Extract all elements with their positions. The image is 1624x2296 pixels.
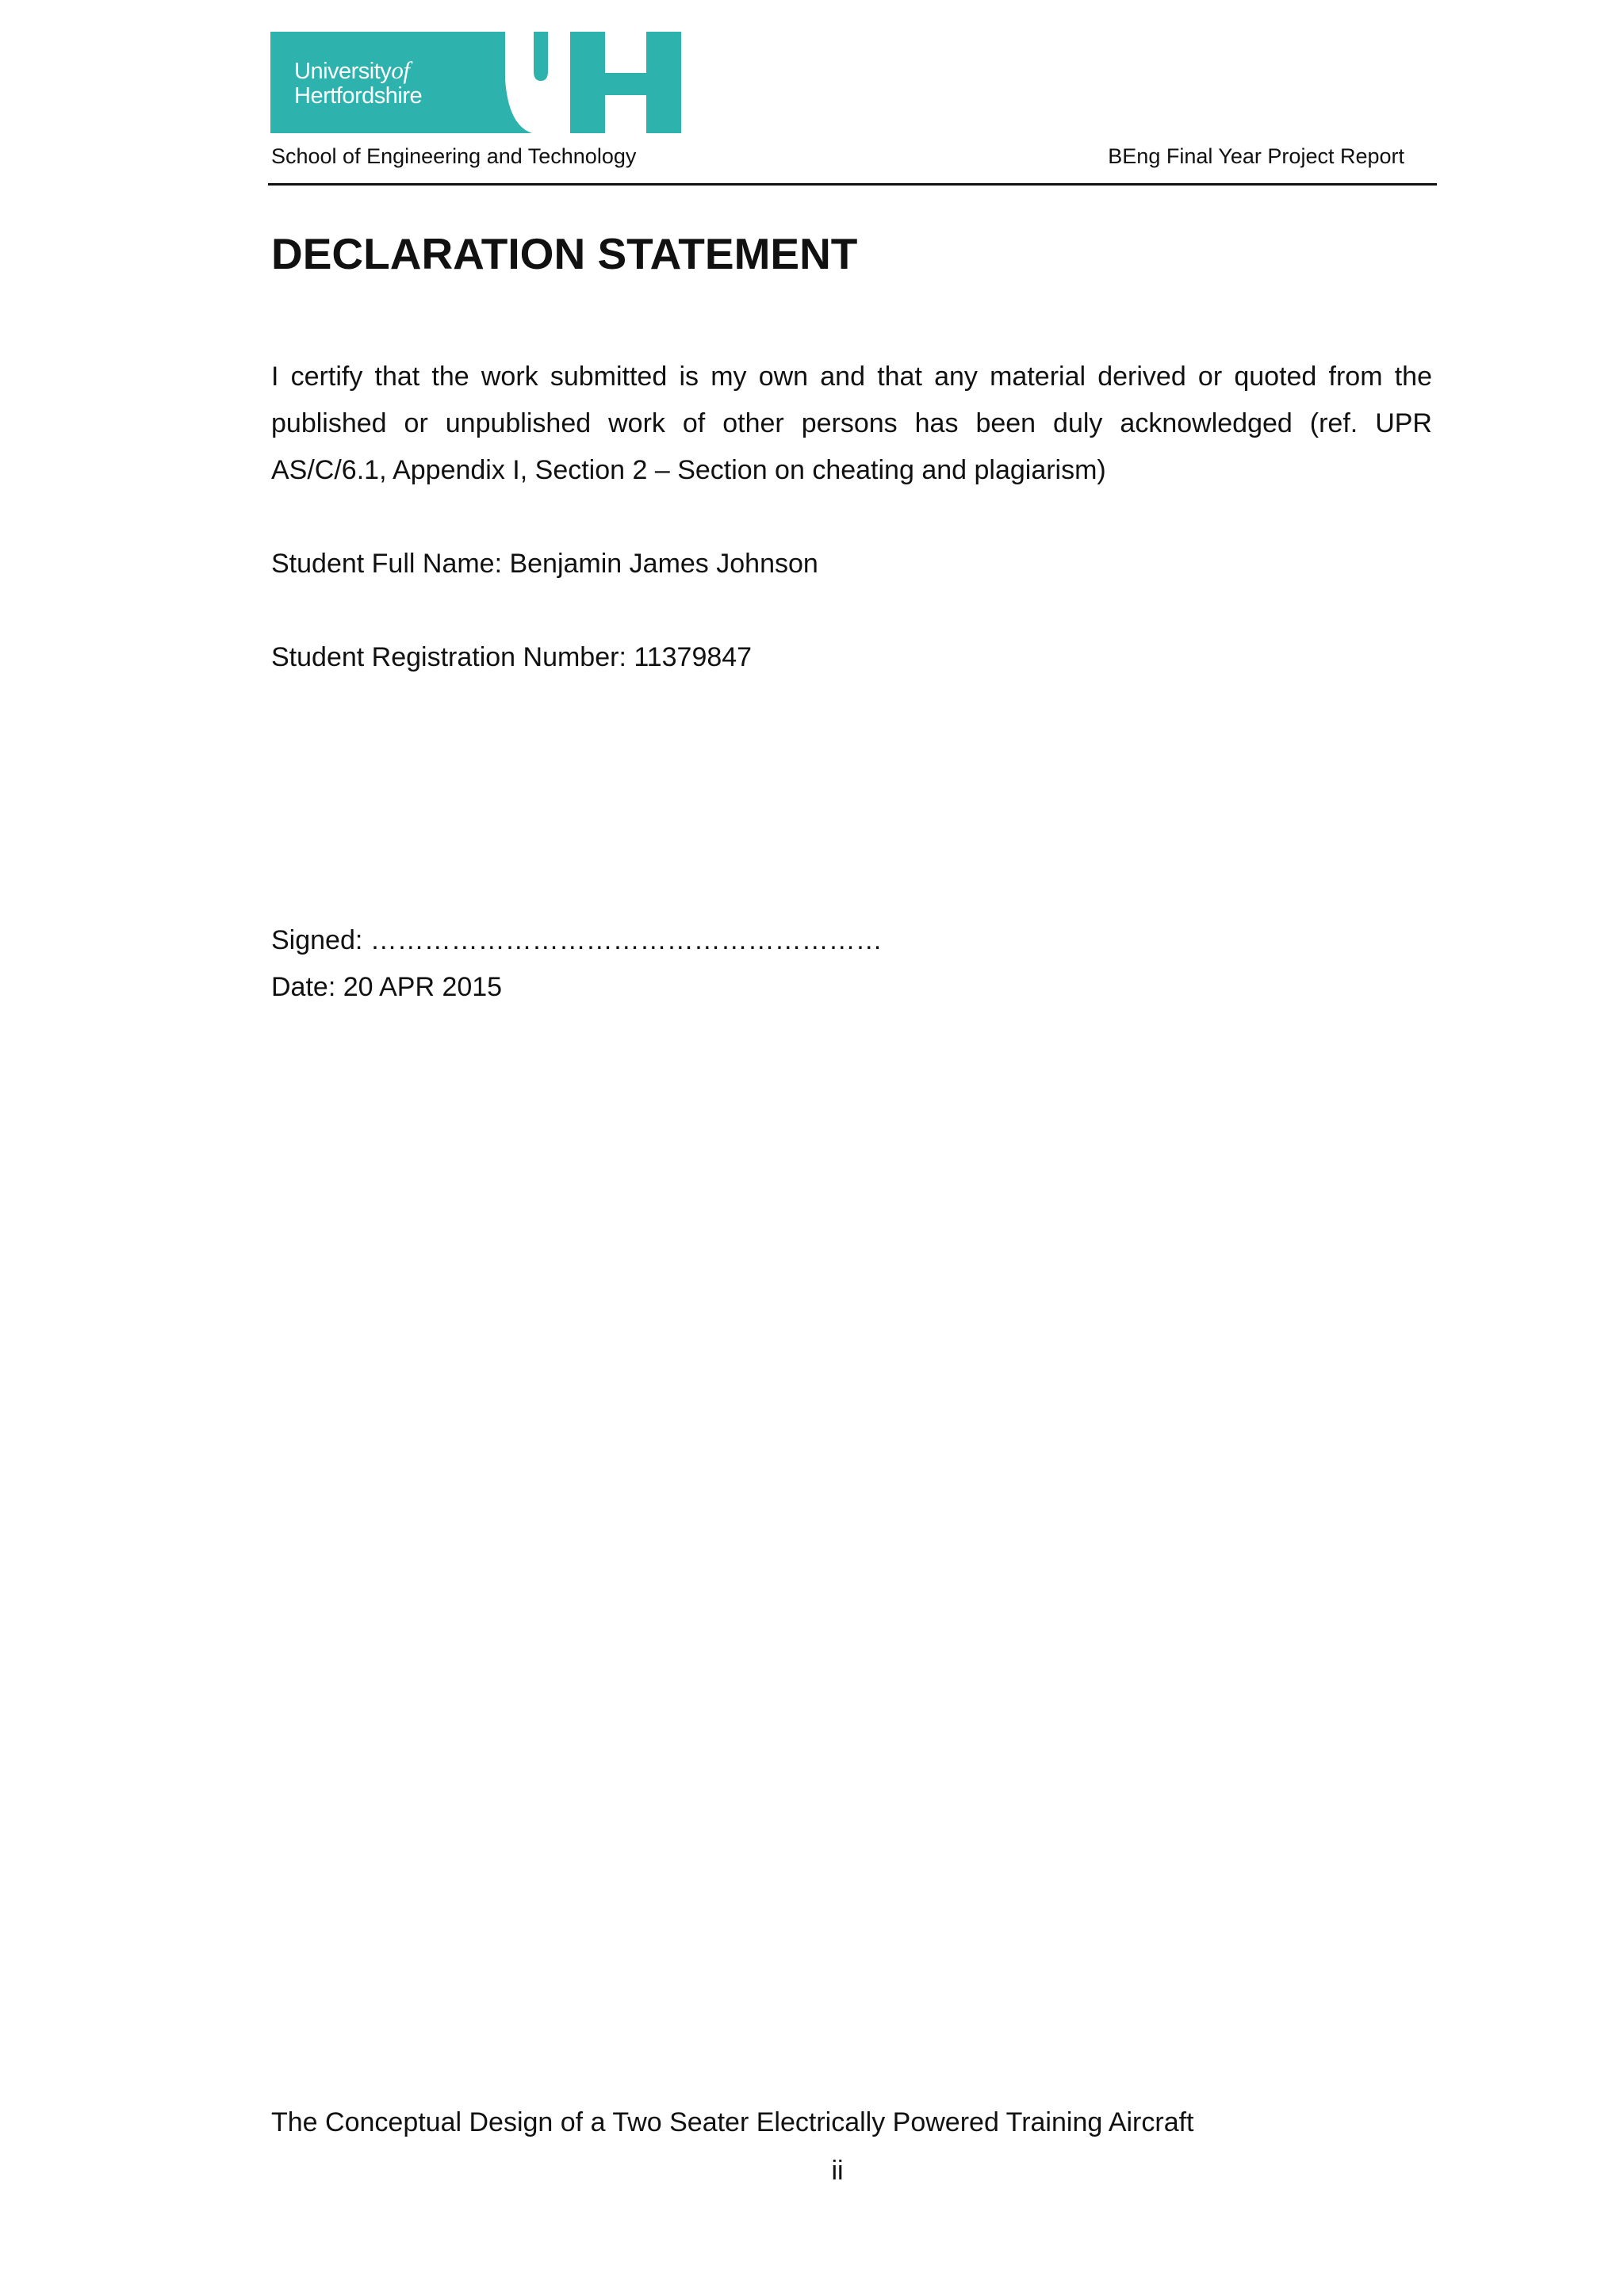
- header-report-type: BEng Final Year Project Report: [1108, 144, 1404, 168]
- page-number: ii: [831, 2156, 844, 2186]
- logo-letter-u: [497, 32, 532, 133]
- header-divider: [268, 183, 1437, 186]
- registration-number: Student Registration Number: 11379847: [271, 642, 753, 672]
- logo-wordmark: Universityof Hertfordshire: [294, 56, 423, 109]
- signature-line: Signed: …………………………………………………: [271, 925, 883, 955]
- declaration-date: Date: 20 APR 2015: [271, 972, 503, 1002]
- page-title: DECLARATION STATEMENT: [271, 229, 858, 278]
- footer-project-title: The Conceptual Design of a Two Seater Electrically Powered Training Aircraft: [271, 2107, 1194, 2137]
- logo-letter-h-right: [646, 32, 681, 133]
- header-school: School of Engineering and Technology: [271, 144, 637, 168]
- logo-u-stem: [534, 32, 548, 81]
- certification-paragraph: I certify that the work submitted is my own and that any material derived or quoted from the published or unpublished work of other persons has been duly acknowledged (ref. UPR AS/C/6.1, Appendix I, Section 2 – Section on cheating and plagiarism): [271, 362, 1432, 485]
- student-name: Student Full Name: Benjamin James Johnson: [271, 549, 818, 579]
